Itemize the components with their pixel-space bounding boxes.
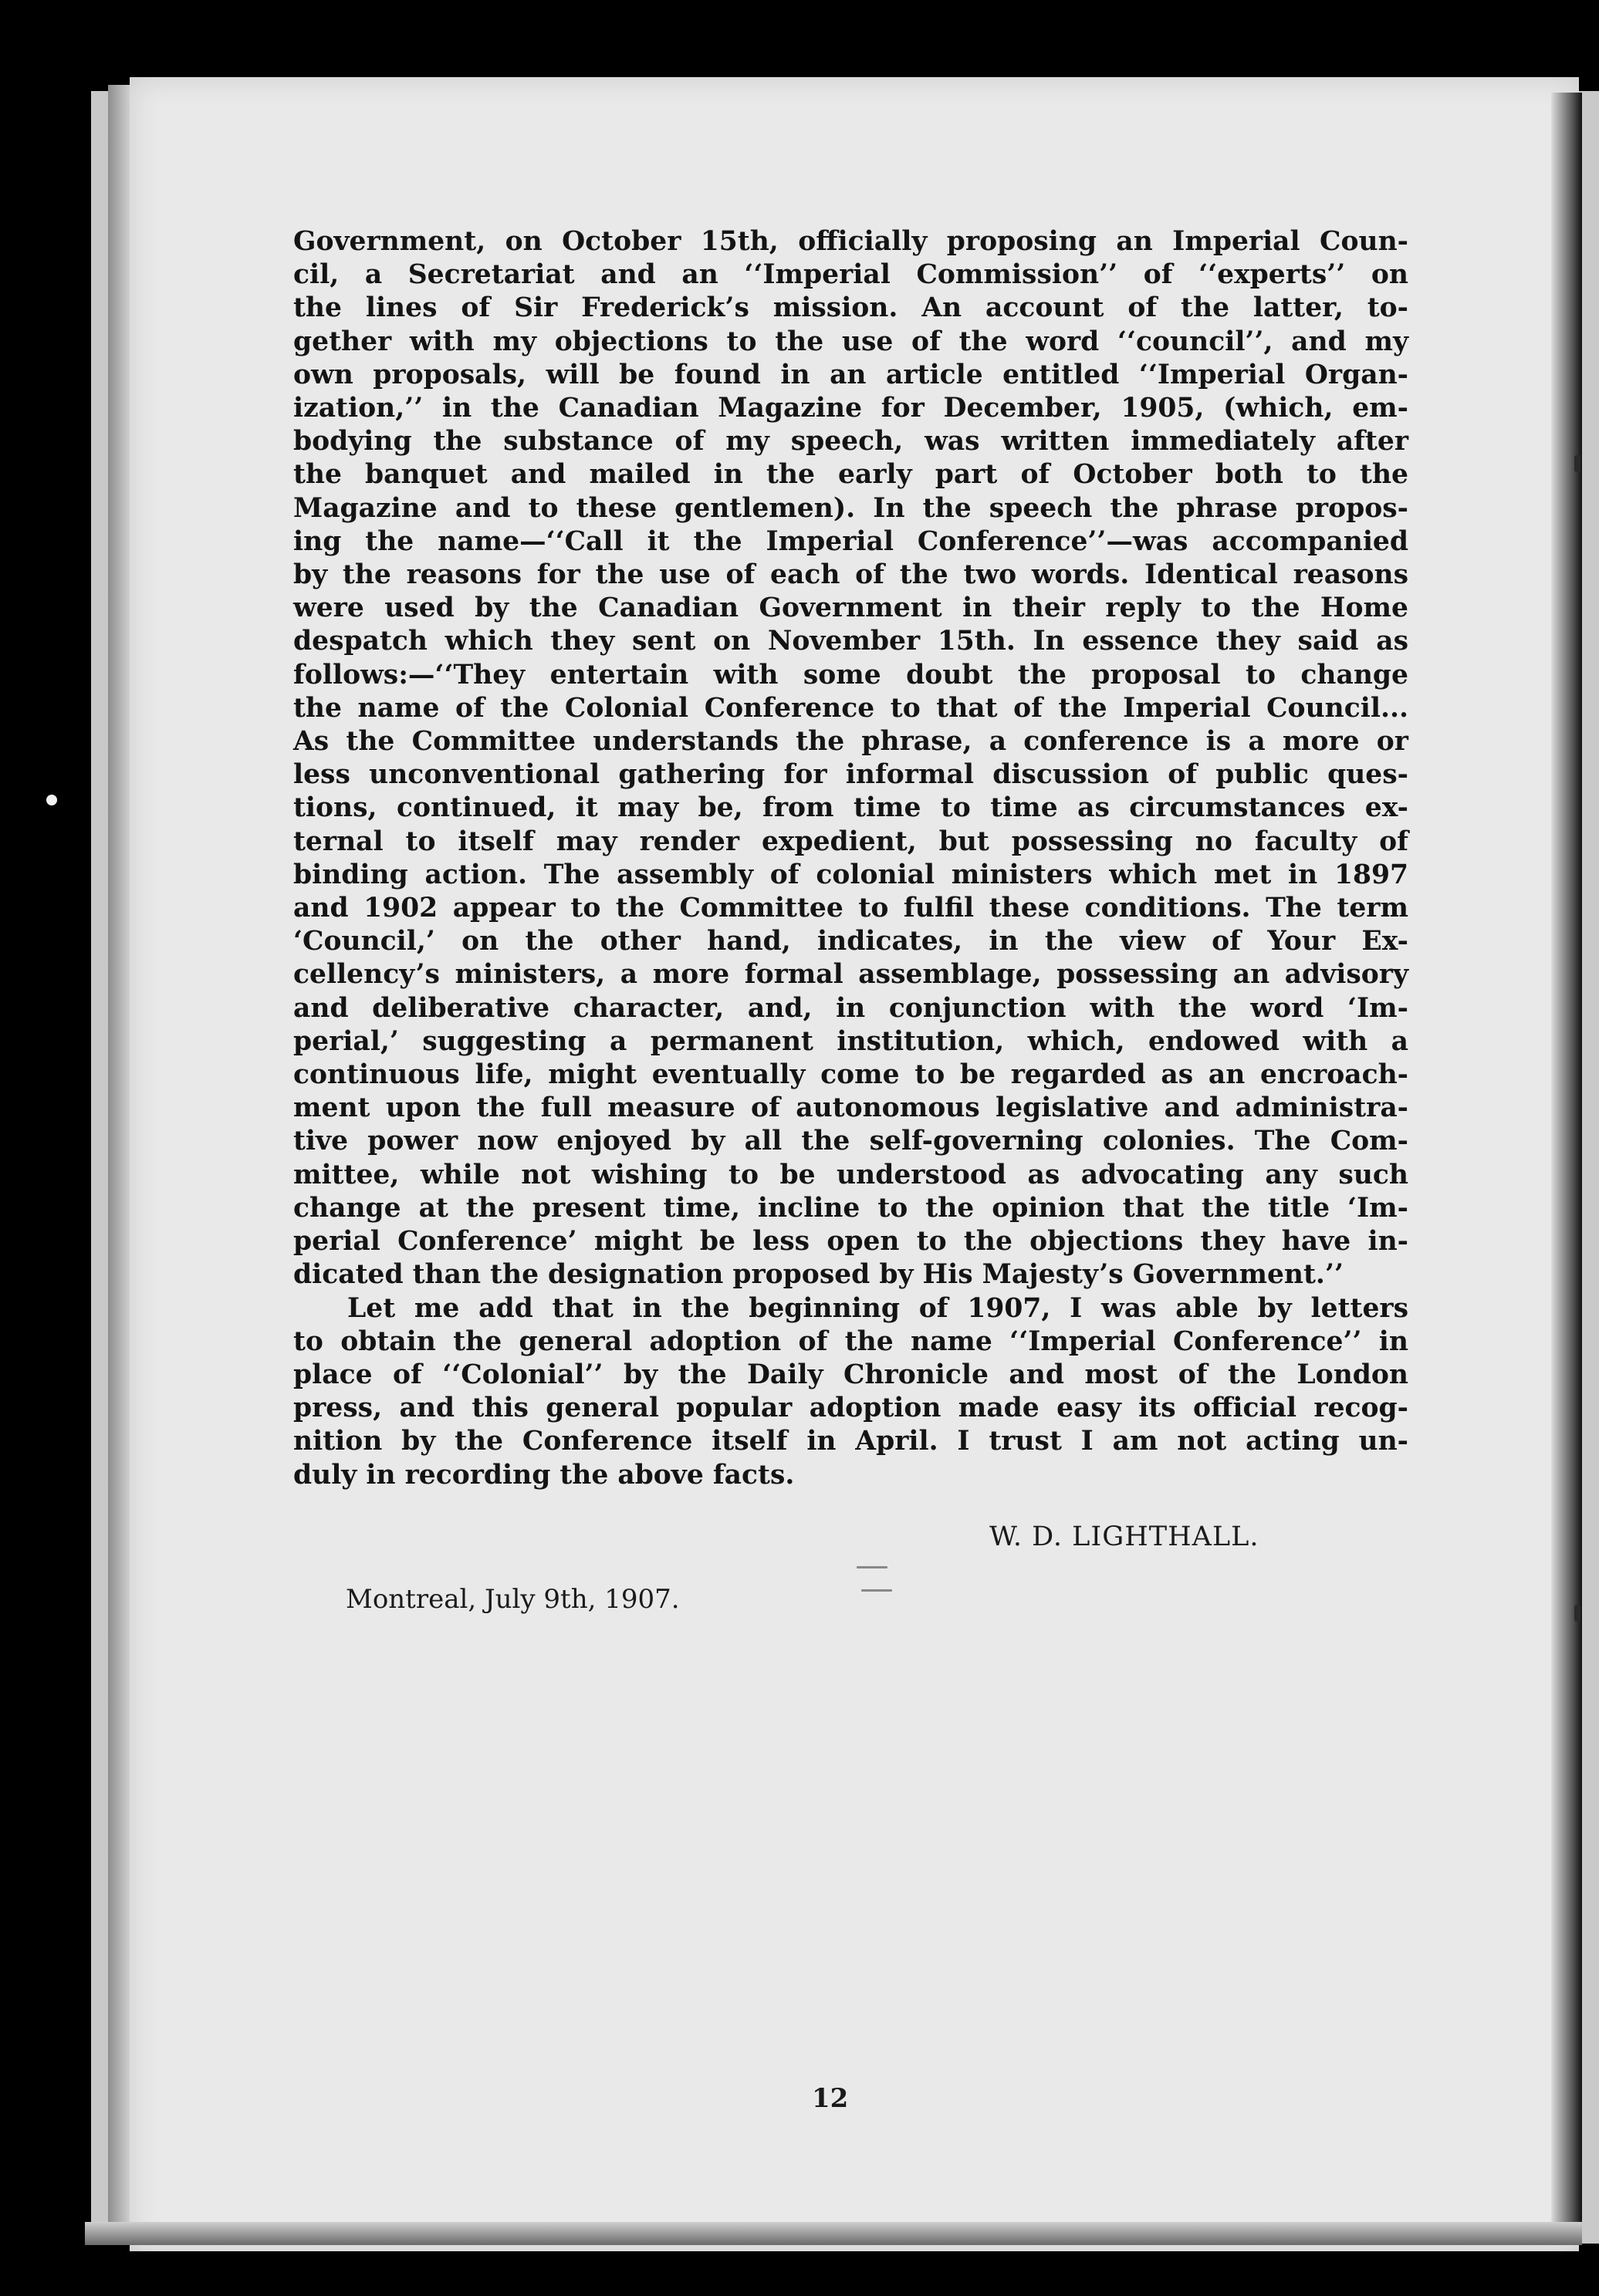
- text-line: perial Conference’ might be less open to the objections they have in-: [293, 1226, 1408, 1258]
- text-line: by the reasons for the use of each of the two words. Identical reasons: [293, 559, 1408, 591]
- text-line: perial,’ suggesting a permanent institution, which, endowed with a: [293, 1025, 1408, 1057]
- text-line: mittee, while not wishing to be understood as advocating any such: [293, 1159, 1408, 1190]
- text-line: gether with my objections to the use of the word ‘‘council’’, and my: [293, 326, 1408, 357]
- scan-speck: [46, 795, 57, 805]
- text-line: and 1902 appear to the Committee to fulfil these conditions. The term: [293, 893, 1408, 924]
- text-line: to obtain the general adoption of the name ‘‘Imperial Conference’’ in: [293, 1325, 1408, 1357]
- scan-speck: [857, 1566, 887, 1568]
- text-line: tive power now enjoyed by all the self-governing colonies. The Com-: [293, 1126, 1408, 1157]
- text-line: tions, continued, it may be, from time to time as circumstances ex-: [293, 792, 1408, 824]
- scan-speck: [1574, 1605, 1580, 1622]
- text-line: ment upon the full measure of autonomous legislative and administra-: [293, 1092, 1408, 1124]
- text-line: own proposals, will be found in an article entitled ‘‘Imperial Organ-: [293, 359, 1408, 390]
- text-line: press, and this general popular adoption made easy its official recog-: [293, 1393, 1408, 1424]
- text-line: the name of the Colonial Conference to that of the Imperial Council...: [293, 692, 1408, 724]
- text-line: bodying the substance of my speech, was written immediately after: [293, 426, 1408, 458]
- text-line: were used by the Canadian Government in their reply to the Home: [293, 593, 1408, 624]
- text-line: ization,’’ in the Canadian Magazine for December, 1905, (which, em-: [293, 393, 1408, 424]
- dateline: Montreal, July 9th, 1907.: [346, 1584, 680, 1615]
- page-right-edge: [1551, 93, 1582, 2245]
- text-line: ternal to itself may render expedient, but possessing no faculty of: [293, 826, 1408, 857]
- text-line: Let me add that in the beginning of 1907, I was able by letters: [347, 1292, 1408, 1324]
- text-line: As the Committee understands the phrase, a conference is a more or: [293, 726, 1408, 758]
- text-line: despatch which they sent on November 15th. In essence they said as: [293, 626, 1408, 657]
- scan-speck: [1574, 455, 1580, 472]
- text-line: cil, a Secretariat and an ‘‘Imperial Commission’’ of ‘‘experts’’ on: [293, 259, 1408, 291]
- page-bottom-edge: [85, 2222, 1582, 2245]
- text-line: nition by the Conference itself in April. I trust I am not acting un-: [293, 1426, 1408, 1457]
- body-text: [293, 225, 1408, 1492]
- text-line: the lines of Sir Frederick’s mission. An account of the latter, to-: [293, 292, 1408, 324]
- text-line: Magazine and to these gentlemen). In the speech the phrase propos-: [293, 492, 1408, 524]
- text-line: the banquet and mailed in the early part of October both to the: [293, 459, 1408, 491]
- page-number: 12: [812, 2083, 849, 2114]
- scan-speck: [861, 1589, 892, 1592]
- text-line: follows:—‘‘They entertain with some doubt the proposal to change: [293, 659, 1408, 690]
- signature: W. D. LIGHTHALL.: [989, 1521, 1259, 1552]
- text-line: Government, on October 15th, officially proposing an Imperial Coun-: [293, 226, 1408, 257]
- text-line: and deliberative character, and, in conjunction with the word ‘Im-: [293, 992, 1408, 1024]
- text-line: less unconventional gathering for informal discussion of public ques-: [293, 759, 1408, 791]
- text-line: ‘Council,’ on the other hand, indicates, in the view of Your Ex-: [293, 926, 1408, 957]
- text-line: continuous life, might eventually come to be regarded as an encroach-: [293, 1059, 1408, 1091]
- text-line: place of ‘‘Colonial’’ by the Daily Chronicle and most of the London: [293, 1359, 1408, 1390]
- text-line: binding action. The assembly of colonial ministers which met in 1897: [293, 859, 1408, 890]
- text-line: dicated than the designation proposed by His Majesty’s Government.’’: [293, 1259, 1344, 1291]
- text-line: cellency’s ministers, a more formal assemblage, possessing an advisory: [293, 959, 1408, 991]
- text-line: ing the name—‘‘Call it the Imperial Conference’’—was accompanied: [293, 525, 1408, 557]
- text-line: duly in recording the above facts.: [293, 1459, 795, 1491]
- text-line: change at the present time, incline to the opinion that the title ‘Im-: [293, 1192, 1408, 1224]
